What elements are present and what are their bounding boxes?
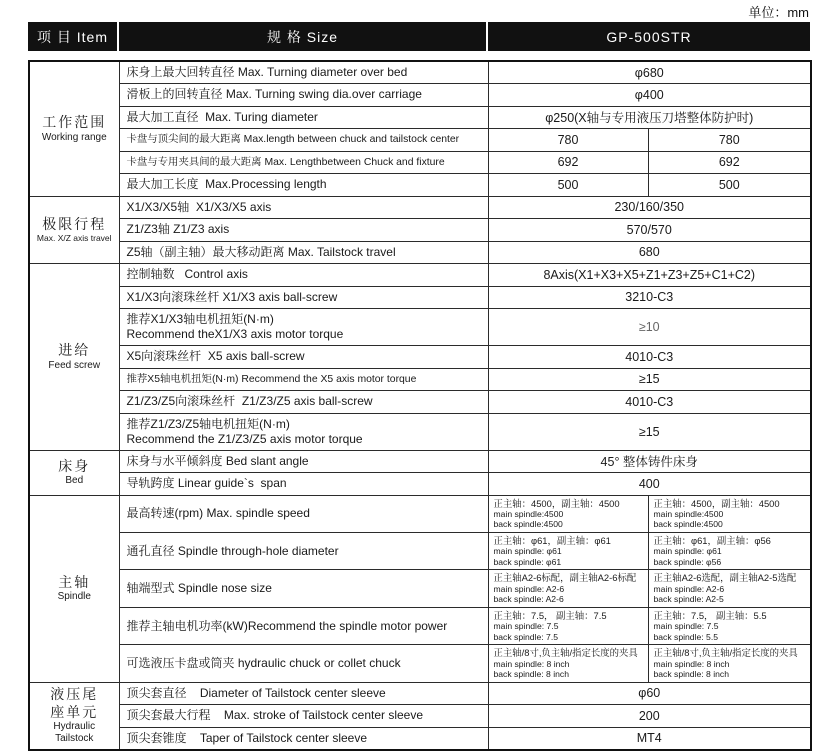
spec-text: 顶尖套直径 Diameter of Tailstock center sleeve [126,685,386,700]
spec-cell [119,346,488,369]
table-row [29,106,811,129]
value-cell-detail [488,532,648,569]
table-row [29,84,811,107]
value-line: back spindle: A2-5 [653,594,724,605]
value-line: back spindle: φ61 [493,556,562,567]
section-label [29,196,119,264]
table-row [29,151,811,174]
value-cell-detail [648,570,811,607]
section-label [29,682,119,750]
spec-cell [119,570,488,607]
value-line: 正主轴：4500，副主轴：4500 [653,497,780,509]
spec-text: X1/X3/X5轴 X1/X3/X5 axis [126,199,272,214]
value-line: main spindle: φ61 [493,546,562,557]
section-label-zh: 主轴 [58,573,91,590]
value-line: 正主轴A2-6选配，副主轴A2-5选配 [653,572,797,584]
value-cell-detail [488,495,648,532]
table-row [29,391,811,414]
spec-cell [119,129,488,152]
value-cell: 230/160/350 [488,196,811,219]
value-line: 正主轴/8寸,负主轴/指定长度的夹具 [493,647,638,659]
spec-text: Recommend theX1/X3 axis motor torque [126,327,344,341]
spec-cell [119,174,488,197]
value-line: 正主轴：7.5， 副主轴：7.5 [493,609,607,621]
spec-table [28,22,810,751]
table-row [29,241,811,264]
value-cell: φ400 [488,84,811,107]
spec-text: 轴端型式 Spindle nose size [126,581,272,596]
value-cell: 570/570 [488,219,811,242]
value-line: main spindle: 7.5 [653,621,719,632]
table-row [29,570,811,607]
value-line: back spindle: A2-6 [493,594,564,605]
spec-cell [119,106,488,129]
spec-text: Z1/Z3轴 Z1/Z3 axis [126,222,230,237]
value-line: 正主轴：φ61，副主轴：φ56 [653,534,771,546]
spec-text: 卡盘与专用夹具间的最大距离 Max. Lengthbetween Chuck and fixture [126,156,445,168]
value-cell: 680 [488,241,811,264]
spec-cell [119,495,488,532]
value-cell: 780 [488,129,648,152]
value-line: back spindle: 7.5 [493,631,558,642]
spec-cell [119,450,488,473]
header-cell-size: 规 格 Size [118,22,487,51]
table-row [29,450,811,473]
spec-cell [119,264,488,287]
table-row [29,705,811,728]
spec-cell [119,682,488,705]
spec-text: 通孔直径 Spindle through-hole diameter [126,543,339,558]
value-line: back spindle: 8 inch [653,669,729,680]
value-line: back spindle: 8 inch [493,669,569,680]
spec-text: X5向滚珠丝杆 X5 axis ball-screw [126,349,305,364]
spec-cell [119,705,488,728]
table-row [29,286,811,309]
value-cell-detail [648,495,811,532]
section-label-en: Tailstock [55,733,94,745]
table-row [29,368,811,391]
spec-text: Z1/Z3/Z5向滚珠丝杆 Z1/Z3/Z5 axis ball-screw [126,394,373,409]
table-row [29,495,811,532]
value-cell: 400 [488,473,811,496]
section-label-zh: 工作范围 [42,114,107,130]
value-line: main spindle:4500 [653,508,724,519]
value-line: main spindle: A2-6 [653,583,725,594]
table-row [29,309,811,346]
spec-table-header [28,22,810,51]
section-label-zh: 床身 [58,457,91,474]
value-cell: φ680 [488,61,811,84]
spec-text: 最大加工长度 Max.Processing length [126,177,327,192]
header-cell-model: GP-500STR [487,22,810,51]
table-row [29,413,811,450]
spec-text: Recommend the Z1/Z3/Z5 axis motor torque [126,431,363,446]
section-label [29,264,119,451]
table-row [29,346,811,369]
spec-table-body [29,61,811,750]
value-line: main spindle: 8 inch [653,658,730,669]
spec-table-body-table [28,60,812,751]
spec-text: 床身上最大回转直径 Max. Turning diameter over bed [126,65,408,79]
value-line: main spindle: φ61 [653,546,722,557]
spec-cell [119,196,488,219]
section-label-en: Hydraulic [53,721,96,733]
value-cell: 780 [648,129,811,152]
spec-cell [119,368,488,391]
value-line: 正主轴：7.5， 副主轴：5.5 [653,609,767,621]
value-line: 正主轴：φ61，副主轴：φ61 [493,534,611,546]
value-cell: 45° 整体铸件床身 [488,450,811,473]
spec-text: 滑板上的回转直径 Max. Turning swing dia.over carriage [126,87,422,102]
spec-cell [119,61,488,84]
value-cell: MT4 [488,727,811,750]
value-cell-detail [488,570,648,607]
table-row [29,129,811,152]
section-label-zh: 极限行程 [42,215,107,232]
value-line: back spindle:4500 [493,519,563,530]
value-cell: ≥15 [488,368,811,391]
value-cell: 500 [488,174,648,197]
spec-text: 推荐Z1/Z3/Z5轴电机扭矩(N·m) [126,416,290,431]
value-line: main spindle: 8 inch [493,658,570,669]
spec-cell [119,151,488,174]
value-line: back spindle:4500 [653,519,723,530]
value-cell-detail [488,607,648,644]
spec-text: 控制轴数 Control axis [126,267,248,282]
table-row [29,607,811,644]
section-label-en: Bed [65,475,84,487]
value-cell: ≥15 [488,413,811,450]
value-line: main spindle:4500 [493,508,564,519]
value-line: back spindle: 5.5 [653,631,718,642]
value-cell: φ60 [488,682,811,705]
spec-text: 推荐X5轴电机扭矩(N·m) Recommend the X5 axis motor torque [126,373,417,385]
value-cell: φ250(X轴与专用液压刀塔整体防护时) [488,106,811,129]
section-label [29,495,119,682]
spec-cell [119,219,488,242]
spec-text: 顶尖套最大行程 Max. stroke of Tailstock center sleeve [126,708,424,723]
header-gap [28,51,810,60]
spec-text: 推荐X1/X3轴电机扭矩(N·m) [126,312,274,326]
value-cell: 692 [488,151,648,174]
value-cell: 692 [648,151,811,174]
spec-text: 床身与水平倾斜度 Bed slant angle [126,453,309,468]
value-cell: 8Axis(X1+X3+X5+Z1+Z3+Z5+C1+C2) [488,264,811,287]
section-label-zh: 座单元 [50,703,99,720]
section-label-en: Max. X/Z axis travel [36,233,112,244]
spec-text: Z5轴（副主轴）最大移动距离 Max. Tailstock travel [126,244,396,259]
spec-cell [119,286,488,309]
spec-cell [119,309,488,346]
header-cell-item: 项 目 Item [28,22,118,51]
spec-text: 卡盘与顶尖间的最大距离 Max.length between chuck and tailstock center [126,134,460,146]
header-row [28,22,810,51]
spec-text: 导轨跨度 Linear guide`s span [126,476,287,491]
spec-cell [119,84,488,107]
value-cell: 4010-C3 [488,346,811,369]
table-row [29,727,811,750]
table-row [29,532,811,569]
spec-cell [119,391,488,414]
value-line: 正主轴：4500，副主轴：4500 [493,497,620,509]
spec-cell [119,241,488,264]
value-cell-detail [648,645,811,682]
value-cell-detail [648,607,811,644]
value-line: back spindle: φ56 [653,556,722,567]
spec-text: 推荐主轴电机功率(kW)Recommend the spindle motor power [126,618,448,633]
value-cell-detail [488,645,648,682]
table-row [29,264,811,287]
value-cell: ≥10 [488,309,811,346]
value-line: main spindle: A2-6 [493,583,565,594]
spec-cell [119,532,488,569]
spec-text: 最大加工直径 Max. Turing diameter [126,109,318,124]
value-line: main spindle: 7.5 [493,621,559,632]
spec-cell [119,727,488,750]
section-label-en: Feed screw [48,359,101,371]
spec-cell [119,607,488,644]
spec-text: 最高转速(rpm) Max. spindle speed [126,506,310,521]
section-label-en: Spindle [57,591,91,603]
section-label-en: Working range [41,131,107,143]
section-label-zh: 进给 [58,342,91,358]
table-row [29,682,811,705]
value-line: 正主轴/8寸,负主轴/指定长度的夹具 [653,647,798,659]
spec-text: X1/X3向滚珠丝杆 X1/X3 axis ball-screw [126,289,338,304]
table-row [29,473,811,496]
table-row [29,645,811,682]
value-cell-detail [648,532,811,569]
value-cell: 200 [488,705,811,728]
value-cell: 4010-C3 [488,391,811,414]
table-row [29,61,811,84]
spec-text: 可选液压卡盘或筒夹 hydraulic chuck or collet chuck [126,655,401,670]
spec-cell [119,645,488,682]
section-label-zh: 液压尾 [50,686,99,703]
value-cell: 500 [648,174,811,197]
spec-text: 顶尖套锥度 Taper of Tailstock center sleeve [126,730,368,745]
table-row [29,196,811,219]
section-label [29,450,119,495]
value-cell: 3210-C3 [488,286,811,309]
section-label [29,61,119,196]
table-row [29,219,811,242]
unit-label: 单位：mm [748,5,809,20]
value-line: 正主轴A2-6标配，副主轴A2-6标配 [493,572,637,584]
spec-cell [119,473,488,496]
spec-cell [119,413,488,450]
table-row [29,174,811,197]
